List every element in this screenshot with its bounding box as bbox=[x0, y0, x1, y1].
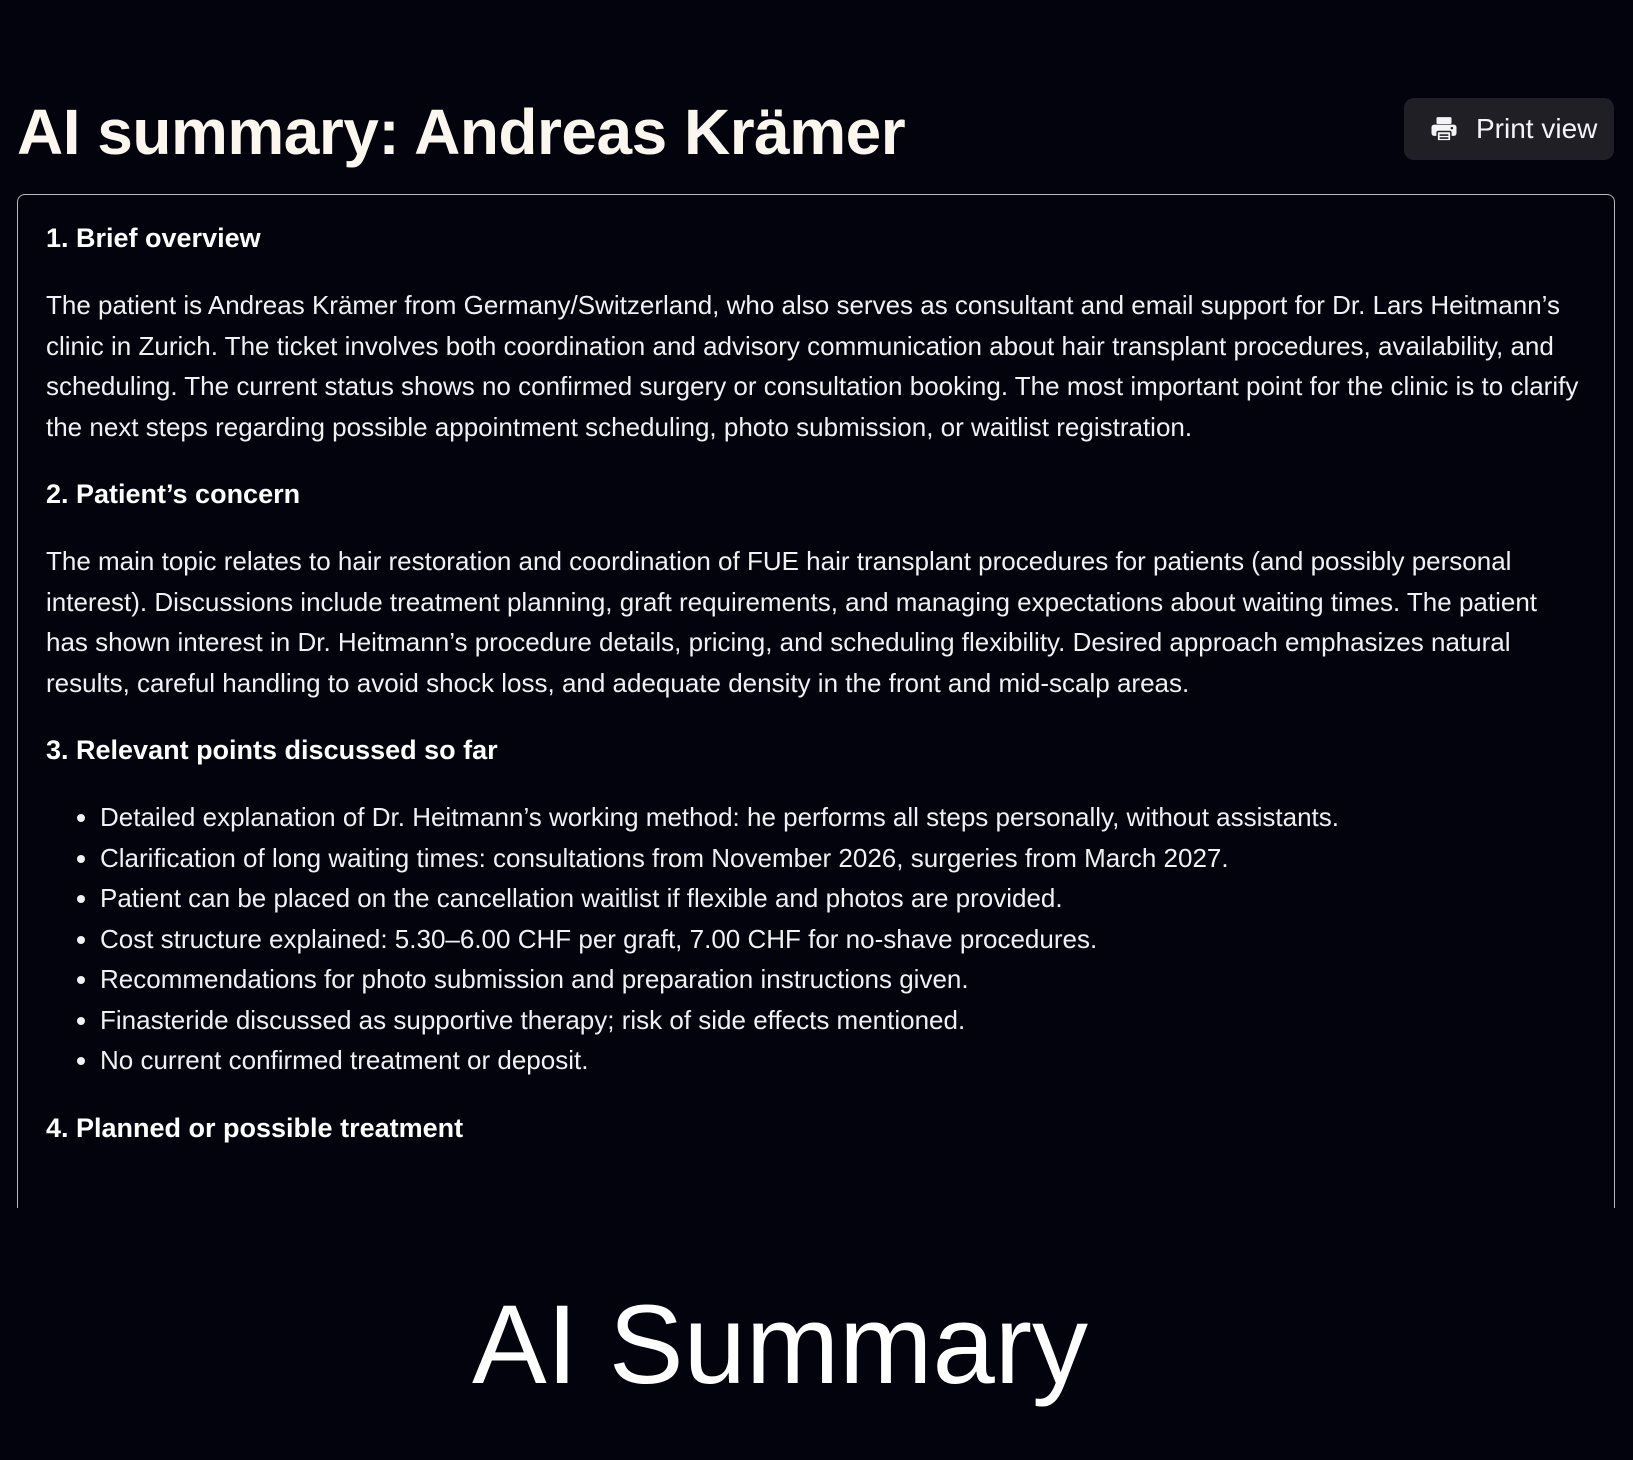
page-title: AI summary: Andreas Krämer bbox=[17, 96, 906, 168]
list-item: • Detailed explanation of Dr. Heitmann’s working method: he performs all steps personally, without assistants. bbox=[100, 797, 1586, 838]
footer-caption: AI Summary bbox=[471, 1282, 1089, 1407]
section-heading-patient-concern: 2. Patient’s concern bbox=[46, 479, 301, 509]
relevant-points-list bbox=[46, 797, 1586, 1081]
printer-icon bbox=[1428, 113, 1460, 145]
list-item: • Cost structure explained: 5.30–6.00 CHF per graft, 7.00 CHF for no-shave procedures. bbox=[100, 919, 1586, 960]
section-heading-brief-overview: 1. Brief overview bbox=[46, 223, 261, 253]
print-view-label: Print view bbox=[1476, 113, 1598, 144]
print-view-button[interactable] bbox=[1404, 98, 1614, 160]
list-item: • Patient can be placed on the cancellation waitlist if flexible and photos are provided. bbox=[100, 878, 1586, 919]
list-item: • No current confirmed treatment or deposit. bbox=[100, 1040, 1586, 1081]
list-item: • Recommendations for photo submission and preparation instructions given. bbox=[100, 959, 1586, 1000]
summary-panel[interactable] bbox=[17, 194, 1615, 1208]
section-text-patient-concern: The main topic relates to hair restoration and coordination of FUE hair transplant procedures for patients (and possibly personal interest). Discussions include treatment planning, graft requirements, and managing expectations about waiting times. The patient has shown interest in Dr. Heitmann’s procedure details, pricing, and scheduling flexibility. Desired approach emphasizes natural results, careful handling to avoid shock loss, and adequate density in the front and mid-scalp areas. bbox=[46, 546, 1538, 698]
section-text-brief-overview: The patient is Andreas Krämer from Germany/Switzerland, who also serves as consultant and email support for Dr. Lars Heitmann’s clinic in Zurich. The ticket involves both coordination and advisory communication about hair transplant procedures, availability, and scheduling. The current status shows no confirmed surgery or consultation booking. The most important point for the clinic is to clarify the next steps regarding possible appointment scheduling, photo submission, or waitlist registration. bbox=[46, 290, 1579, 442]
list-item: • Finasteride discussed as supportive therapy; risk of side effects mentioned. bbox=[100, 1000, 1586, 1041]
list-item: • Clarification of long waiting times: consultations from November 2026, surgeries from March 2027. bbox=[100, 838, 1586, 879]
section-heading-planned-treatment: 4. Planned or possible treatment bbox=[46, 1112, 464, 1143]
section-heading-relevant-points: 3. Relevant points discussed so far bbox=[46, 735, 498, 765]
